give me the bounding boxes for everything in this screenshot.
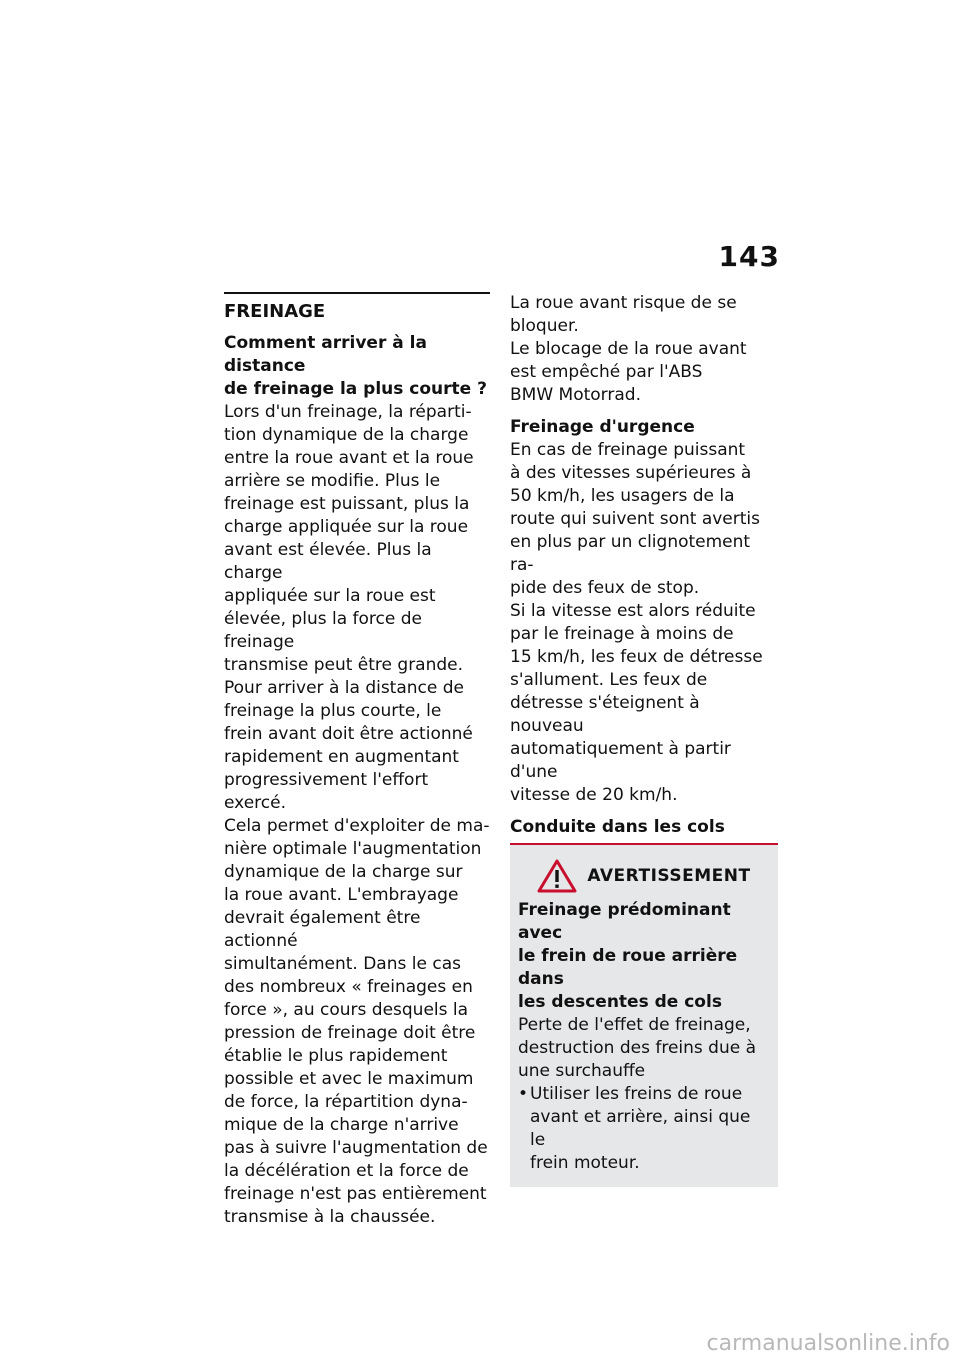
watermark: carmanualsonline.info — [706, 1331, 950, 1356]
warning-text: Perte de l'effet de freinage, destruction des freins due à une surchauffe — [518, 1015, 757, 1081]
warning-bullet-item: • Utiliser les freins de roue avant et arrière, ainsi que le frein moteur. — [518, 1083, 770, 1175]
warning-title: AVERTISSEMENT — [587, 866, 751, 886]
right-column — [510, 292, 778, 1187]
emergency-paragraph-2: Si la vitesse est alors réduite par le freinage à moins de 15 km/h, les feux de détresse s'allument. Les feux de détresse s'éteignent à nouveau automatiquement à partir d'une vitesse de 20 km/h. — [510, 601, 763, 805]
emergency-paragraph-1: En cas de freinage puissant à des vitesses supérieures à 50 km/h, les usagers de la route qui suivent sont avertis en plus par un clignotement ra- pide des feux de stop. — [510, 440, 761, 598]
braking-distance-subhead: Comment arriver à la distance de freinage la plus courte ? — [224, 333, 487, 399]
front-wheel-paragraph: La roue avant risque de se bloquer. — [510, 293, 737, 336]
emergency-braking-subhead: Freinage d'urgence — [510, 417, 695, 437]
left-column — [224, 292, 490, 1229]
section-rule — [224, 292, 490, 294]
abs-paragraph: Le blocage de la roue avant est empêché par l'ABS BMW Motorrad. — [510, 339, 747, 405]
section-title: FREINAGE — [224, 301, 326, 322]
warning-triangle-icon — [537, 859, 577, 893]
warning-box — [510, 843, 778, 1187]
braking-paragraph-1: Lors d'un freinage, la réparti- tion dynamique de la charge entre la roue avant et la roue arrière se modifie. Plus le freinage est puissant, plus la charge appliquée sur la roue avant est élevée. Plus la charge appliquée sur la roue est élevée, plus la force de freinage transmise peut être grande. — [224, 402, 474, 675]
warning-subhead: Freinage prédominant avec le frein de roue arrière dans les descentes de cols — [518, 900, 738, 1012]
warning-bullet-list — [518, 1083, 770, 1175]
braking-paragraph-2: Pour arriver à la distance de freinage la plus courte, le frein avant doit être actionné rapidement en augmentant progressivement l'effort exercé. Cela permet d'exploiter de ma- nière optimale l'augmentation dynamique de la charge sur la roue avant. L'embrayage devrait également être actionné simultanément. Dans le cas des nombreux « freinages en force », au cours desquels la pression de freinage doit être établie le plus rapidement possible et avec le maximum de force, la répartition dyna- mique de la charge n'arrive pas à suivre l'augmentation de la décélération et la force de freinage n'est pas entièrement transmise à la chaussée. — [224, 678, 490, 1227]
warning-header — [518, 859, 770, 893]
page-number: 143 — [718, 240, 780, 273]
mountain-pass-subhead: Conduite dans les cols — [510, 817, 725, 837]
